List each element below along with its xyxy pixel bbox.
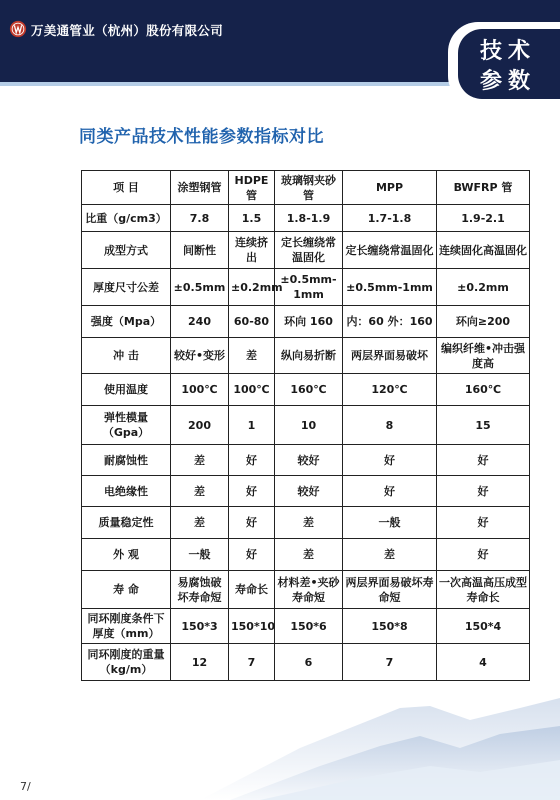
table-row [82,306,530,338]
table-cell: 150*8 [343,609,437,644]
row-label: 耐腐蚀性 [82,445,171,476]
table-row [82,445,530,476]
table-cell: 寿命长 [229,571,275,609]
table-cell: 好 [437,539,530,571]
table-row [82,232,530,269]
mountain-decoration [0,648,560,800]
row-label: 外 观 [82,539,171,571]
table-cell: 差 [171,445,229,476]
table-cell: 连续挤出 [229,232,275,269]
table-cell: 差 [343,539,437,571]
table-row [82,571,530,609]
table-cell: 好 [229,445,275,476]
row-label: 比重（g/cm3） [82,205,171,232]
section-badge-line2: 参数 [479,69,536,94]
column-header: MPP [343,171,437,205]
table-cell: 环向 160 [275,306,343,338]
table-cell: 材料差•夹砂寿命短 [275,571,343,609]
table-cell: 10 [275,406,343,445]
row-label: 冲 击 [82,338,171,374]
table-cell: 150*10 [229,609,275,644]
company-name: 万美通管业（杭州）股份有限公司 [31,23,224,38]
row-label: 同环刚度的重量（kg/m） [82,644,171,681]
column-header: 玻璃钢夹砂管 [275,171,343,205]
table-cell: 1.8-1.9 [275,205,343,232]
row-label: 弹性模量（Gpa） [82,406,171,445]
table-cell: 差 [275,539,343,571]
table-cell: 240 [171,306,229,338]
table-cell: 7 [343,644,437,681]
table-row [82,539,530,571]
table-row [82,406,530,445]
column-header: 项 目 [82,171,171,205]
table-row [82,507,530,539]
section-badge-line1: 技术 [479,39,536,64]
table-cell: 较好•变形 [171,338,229,374]
table-cell: ±0.5mm-1mm [343,269,437,306]
table-cell: 150*6 [275,609,343,644]
table-cell: 好 [229,476,275,507]
row-label: 同环刚度条件下厚度（mm） [82,609,171,644]
table-row [82,609,530,644]
table-cell: 好 [437,507,530,539]
row-label: 寿 命 [82,571,171,609]
table-cell: 1 [229,406,275,445]
row-label: 强度（Mpa） [82,306,171,338]
table-cell: 两层界面易破坏 [343,338,437,374]
page-title: 同类产品技术性能参数指标对比 [79,127,324,147]
table-cell: 8 [343,406,437,445]
table-cell: 编织纤维•冲击强度高 [437,338,530,374]
table-cell: 15 [437,406,530,445]
table-cell: 纵向易折断 [275,338,343,374]
table-cell: 差 [275,507,343,539]
table-cell: 环向≥200 [437,306,530,338]
table-cell: ±0.2mm [437,269,530,306]
table-cell: 较好 [275,445,343,476]
row-label: 使用温度 [82,374,171,406]
table-cell: 定长缠绕常温固化 [343,232,437,269]
column-header: 涂塑钢管 [171,171,229,205]
table-cell: 差 [171,507,229,539]
table-cell: 一次高温高压成型寿命长 [437,571,530,609]
company-logo-icon [9,20,27,38]
table-cell: 差 [171,476,229,507]
table-cell: 内：60 外：160 [343,306,437,338]
table-cell: 较好 [275,476,343,507]
table-cell: 好 [229,539,275,571]
table-cell: 好 [343,476,437,507]
table-cell: 160℃ [275,374,343,406]
table-cell: 好 [437,445,530,476]
row-label: 质量稳定性 [82,507,171,539]
table-row [82,476,530,507]
table-cell: 12 [171,644,229,681]
table-row [82,374,530,406]
table-cell: 4 [437,644,530,681]
table-cell: 两层界面易破坏寿命短 [343,571,437,609]
table-cell: 差 [229,338,275,374]
spec-comparison-table [81,170,530,681]
table-cell: 150*4 [437,609,530,644]
table-row [82,205,530,232]
table-cell: 好 [229,507,275,539]
table-cell: ±0.2mm [229,269,275,306]
row-label: 电绝缘性 [82,476,171,507]
table-cell: 定长缠绕常温固化 [275,232,343,269]
table-cell: 一般 [343,507,437,539]
row-label: 成型方式 [82,232,171,269]
table-cell: 一般 [171,539,229,571]
table-cell: 1.5 [229,205,275,232]
table-row [82,338,530,374]
table-cell: 易腐蚀破坏寿命短 [171,571,229,609]
table-cell: 120℃ [343,374,437,406]
table-cell: 7 [229,644,275,681]
table-cell: 好 [343,445,437,476]
row-label: 厚度尺寸公差 [82,269,171,306]
table-cell: 100℃ [171,374,229,406]
table-cell: 6 [275,644,343,681]
column-header: HDPE 管 [229,171,275,205]
table-cell: 7.8 [171,205,229,232]
table-row [82,269,530,306]
table-cell: 1.7-1.8 [343,205,437,232]
table-cell: 连续固化高温固化 [437,232,530,269]
column-header: BWFRP 管 [437,171,530,205]
table-cell: 200 [171,406,229,445]
table-header-row [82,171,530,205]
table-cell: 1.9-2.1 [437,205,530,232]
table-cell: 60-80 [229,306,275,338]
table-cell: ±0.5mm-1mm [275,269,343,306]
page-number: 7/ [20,780,31,793]
table-cell: 150*3 [171,609,229,644]
table-cell: 160℃ [437,374,530,406]
table-cell: 间断性 [171,232,229,269]
table-cell: ±0.5mm [171,269,229,306]
table-cell: 100℃ [229,374,275,406]
table-cell: 好 [437,476,530,507]
